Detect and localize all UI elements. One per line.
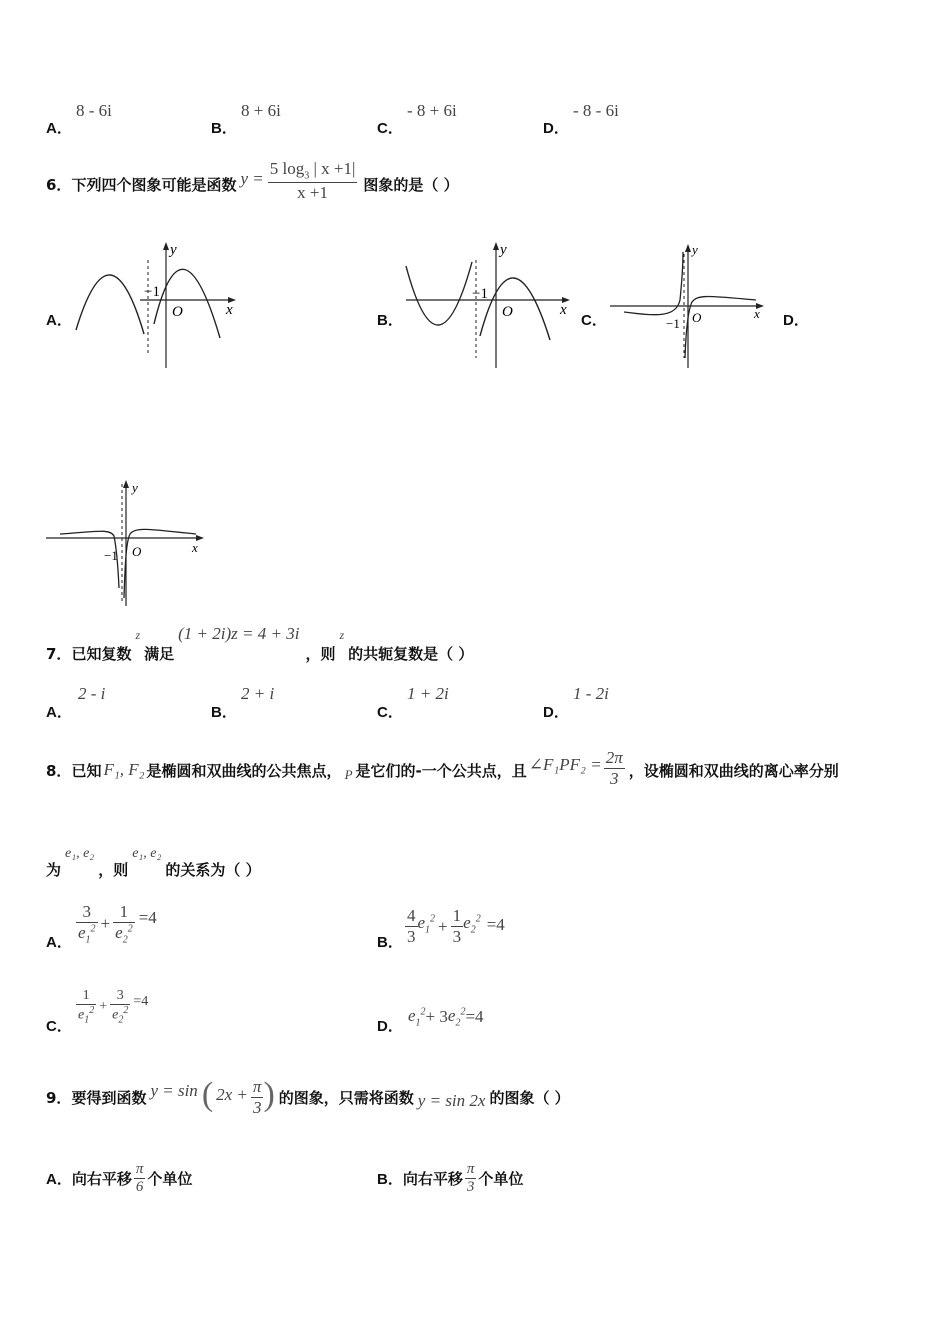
q9-func-inner: 2x + [216,1085,248,1104]
q6-func-num-sub: 3 [304,170,310,182]
graph-d-right-branch [124,529,196,598]
q9-func-a: y = sin [150,1081,198,1100]
q8-number: 8． [46,761,72,780]
q9-func-b: y = sin 2x [417,1091,486,1110]
q5-option-c-label: C． [377,120,403,137]
q9-text-b: 的图象，只需将函数 [278,1088,414,1107]
q9-option-a-frac [134,1161,146,1196]
q8-option-a-label: A． [46,934,72,951]
q8-option-d-label: D． [377,1018,403,1035]
q5-option-b-label: B． [211,120,237,137]
q8-b-frac2-den: 3 [452,927,462,946]
q8-option-b-expr: $\frac{4}{3}$ $e_1^2$ + $\frac{1}{3}$ $e_2^2$ =4 [407,906,505,946]
graph-b-left-branch [406,262,472,325]
graph-d-y-label: y [132,480,138,495]
q9-option-b [377,1156,523,1200]
q9-option-b-text-b: 个单位 [478,1169,524,1188]
graph-b-tick: −1 [472,286,488,302]
q7-text-d: 的共轭复数是（ ） [348,645,474,663]
q8-c-frac2-num: 3 [116,988,124,1003]
q8-e-vars-2: e₁, e₂ [132,846,162,861]
q6-option-a-label: A． [46,312,72,329]
q8-option-a-expr: $\frac{3}{e_1^2}$ + $\frac{1}{e_2^2}$ =4 [78,902,157,946]
q9-option-a-den: 6 [134,1178,146,1196]
graph-a-y-label: y [170,242,177,258]
graph-a-origin: O [172,304,183,320]
graph-b-y-label: y [500,242,507,258]
q9-number: 9． [46,1088,72,1107]
q8-var-p: P [344,767,353,782]
q8-option-c-expr: $\frac{1}{e_1^2}$ + $\frac{3}{e_2^2}$ =4 [78,988,149,1026]
q8-text-b: 是椭圆和双曲线的公共焦点， [146,761,342,780]
graph-c-x-label: x [754,306,760,321]
q8-foci: F₁, F₂ [103,760,145,779]
graph-a-x-label: x [226,302,233,318]
q5-option-a-value: 8 - 6i [76,101,112,120]
q8-text-c: 是它们的-一个公共点，且 [355,761,527,780]
q8-a-rhs: =4 [138,907,157,927]
q9-stem: 9． 要得到函数 y = sin ( 2x + $\frac{\pi}{3}$ ) 的图象，只需将函数 y = sin 2x 的图象（ ） [46,1076,570,1117]
q7-option-d-label: D． [543,704,569,721]
q8-text-d: ，设椭圆和双曲线的离心率分别 [628,761,839,780]
graph-b-x-label: x [560,302,567,318]
q8-c-frac1: $\frac{1}{e_1^2}$ [78,988,95,1026]
q8-line2-b: ，则 [98,861,129,879]
q9-option-b-label: B． [377,1170,403,1188]
graph-b-right-branch [480,278,550,340]
graph-b-axes [406,242,570,368]
q7-option-c-value: 1 + 2i [407,684,449,703]
q8-a-frac1: $\frac{3}{e_1^2}$ [78,902,96,946]
graph-c-tick: −1 [666,316,680,331]
q7-var-z-2: z [339,628,345,642]
q6-func-num-b: | x +1| [309,159,356,179]
q5-option-c-value: - 8 + 6i [407,101,457,120]
q8-c-frac2: $\frac{3}{e_2^2}$ [112,988,129,1026]
graph-d-tick: −1 [104,548,118,563]
q6-graph-d [44,476,210,608]
q8-d-mid: + 3 [425,1007,448,1027]
q9-option-a-text-b: 个单位 [147,1169,193,1188]
q9-text-a: 要得到函数 [71,1088,147,1107]
q5-option-a-label: A． [46,120,72,137]
q9-option-a-text-a: 向右平移 [71,1169,132,1188]
q8-stem-line1 [46,744,839,796]
q7-option-b-label: B． [211,704,237,721]
q9-option-b-text-a: 向右平移 [402,1169,463,1188]
q7-option-c-label: C． [377,704,403,721]
q8-b-rhs: =4 [486,914,505,934]
q6-func-num-a: 5 log [269,159,305,179]
q8-stem-line2 [46,846,261,880]
graph-c-y-label: y [692,242,698,257]
q8-b-frac1-den: 3 [407,927,416,946]
q6-func-fraction [268,159,358,202]
q8-c-frac1-num: 1 [82,988,90,1003]
q8-text-a: 已知 [71,761,102,780]
q5-option-d-label: D． [543,120,569,137]
q8-option-b-label: B． [377,934,403,951]
q9-option-b-num: π [466,1160,475,1177]
q7-stem [46,624,473,664]
q6-number: 6． [46,175,72,194]
q8-e-vars: e₁, e₂ [65,846,95,861]
graph-a-tick: −1 [144,284,160,300]
q8-b-frac2-num: 1 [452,906,462,925]
q6-text-after: 图象的是（ ） [363,175,459,194]
q7-equation: (1 + 2i)z = 4 + 3i [178,624,300,643]
graph-c-axes [610,244,764,368]
q8-c-rhs: =4 [133,993,149,1009]
q8-option-c-label: C． [46,1018,72,1035]
graph-b-origin: O [502,304,513,320]
q7-text-c: ，则 [305,645,336,663]
q6-graph-c [606,240,770,370]
q8-line2-a: 为 [46,861,62,879]
q7-text-b: 满足 [144,645,175,663]
graph-d-x-label: x [192,540,198,555]
q6-graph-b [400,238,576,370]
q8-a-frac1-num: 3 [82,902,92,921]
q5-option-d-value: - 8 - 6i [573,101,619,120]
q9-option-a-num: π [135,1160,144,1177]
q9-option-a-label: A． [46,1170,72,1188]
q7-text-a: 已知复数 [71,645,132,663]
q8-angle-fraction [604,748,625,789]
graph-c-origin: O [692,310,702,325]
q8-option-d-expr: $e_1^2$ + 3 $e_2^2$ =4 [408,1006,484,1029]
q8-b-frac2 [451,906,464,947]
q6-graph-a [70,238,242,370]
q8-b-frac1-num: 4 [407,906,416,925]
q8-angle-num: 2π [605,747,623,767]
q8-line2-c: 的关系为（ ） [165,861,261,879]
q7-option-d-value: 1 - 2i [573,684,609,703]
q5-option-b-value: 8 + 6i [241,101,281,120]
q7-option-a-value: 2 - i [78,684,106,703]
q6-text-before: 下列四个图象可能是函数 [71,175,237,194]
q6-option-c-label: C． [581,312,607,329]
q9-text-c: 的图象（ ） [489,1088,570,1107]
q8-b-frac1 [405,906,418,947]
q8-a-frac2-num: 1 [119,902,129,921]
q9-frac-den: 3 [251,1097,264,1118]
q9-option-b-frac [465,1161,477,1196]
q8-angle: ∠F₁PF₂ = [528,755,602,774]
graph-c-left-branch [624,252,683,315]
q6-option-d-label: D． [783,312,809,329]
q6-stem [46,158,459,210]
q6-option-b-label: B． [377,312,403,329]
graph-a-right-branch [154,269,220,338]
q8-angle-den: 3 [604,768,625,789]
q7-var-z: z [135,628,141,642]
q8-a-frac2: $\frac{1}{e_2^2}$ [115,902,133,946]
q6-func-lhs: y = [240,169,264,188]
q9-option-a [46,1156,192,1200]
q7-number: 7． [46,645,72,663]
graph-a-left-branch [76,275,144,334]
graph-d-origin: O [132,544,142,559]
q8-d-rhs: =4 [465,1007,484,1027]
graph-a-axes [140,242,236,368]
q6-func-den: x +1 [268,182,358,203]
q9-fraction [251,1077,264,1118]
q9-option-b-den: 3 [465,1178,477,1196]
q7-option-b-value: 2 + i [241,684,275,703]
q9-frac-num: π [252,1076,262,1096]
q7-option-a-label: A． [46,704,72,721]
